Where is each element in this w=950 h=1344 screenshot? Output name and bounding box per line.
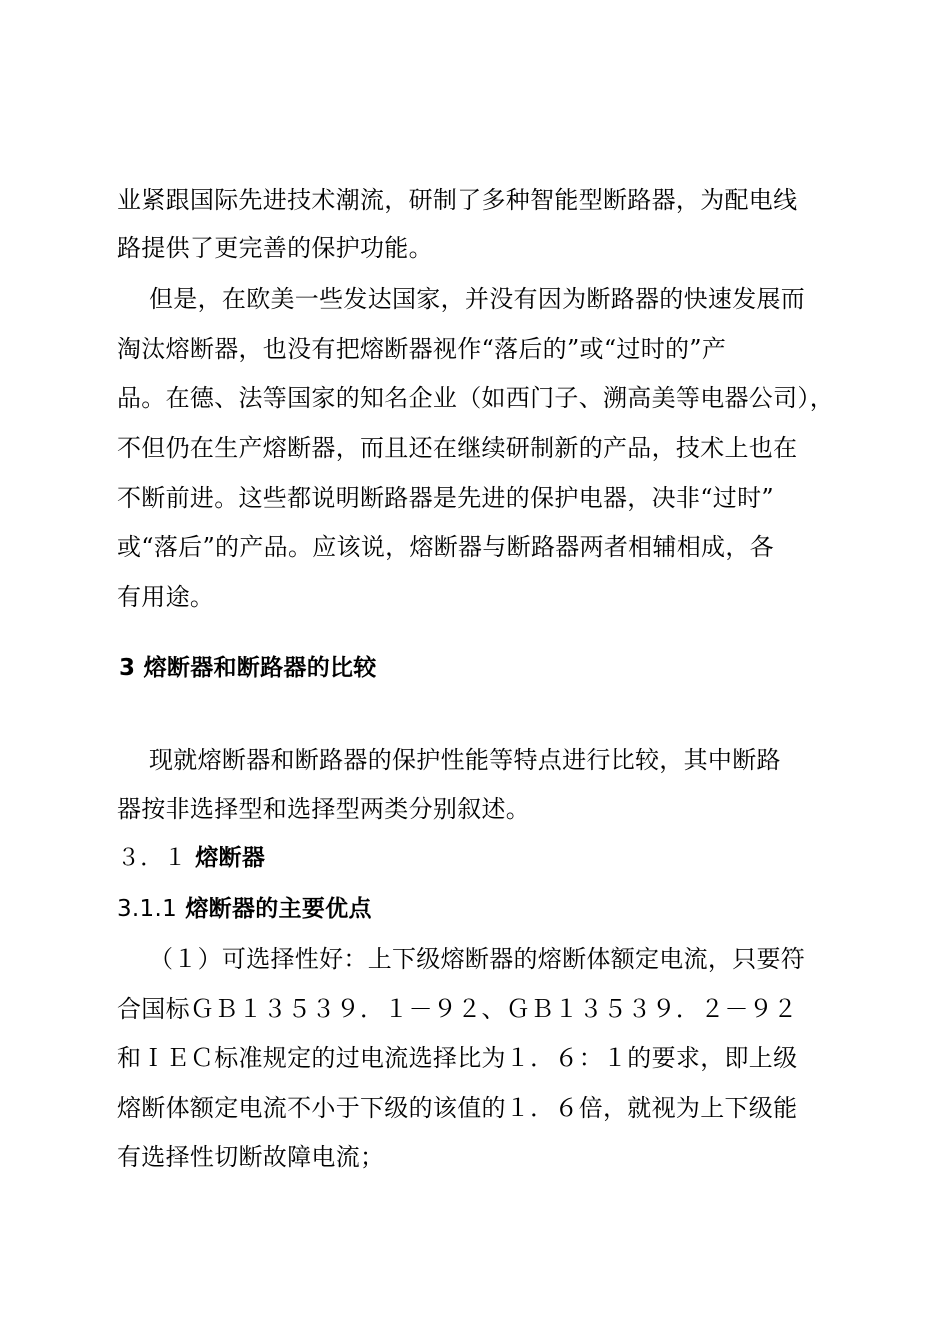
- paragraph-2-line-6: 或“落后”的产品。应该说，熔断器与断路器两者相辅相成，各: [117, 533, 774, 561]
- section-3-1-1-number: 3.1.1: [117, 896, 178, 922]
- paragraph-2-line-5: 不断前进。这些都说明断路器是先进的保护电器，决非“过时”: [117, 484, 774, 512]
- section-3-1-title: 熔断器: [195, 845, 266, 871]
- paragraph-4-line-1: （１）可选择性好：上下级熔断器的熔断体额定电流，只要符: [149, 945, 806, 973]
- paragraph-2-line-2: 淘汰熔断器，也没有把熔断器视作“落后的”或“过时的”产: [117, 335, 727, 363]
- paragraph-2-line-3: 品。在德、法等国家的知名企业（如西门子、溯高美等电器公司），: [117, 384, 834, 412]
- paragraph-2-line-7: 有用途。: [117, 583, 215, 611]
- section-3-1-heading: [117, 843, 265, 873]
- paragraph-2-line-4: 不但仍在生产熔断器，而且还在继续研制新的产品，技术上也在: [117, 434, 798, 462]
- paragraph-4-line-5: 有选择性切断故障电流；: [117, 1143, 385, 1171]
- section-3-heading: 3 熔断器和断路器的比较: [119, 655, 377, 681]
- paragraph-2-line-1: 但是，在欧美一些发达国家，并没有因为断路器的快速发展而: [149, 285, 806, 313]
- section-3-1-number: ３．１: [117, 845, 187, 871]
- paragraph-4-line-4: 熔断体额定电流不小于下级的该值的１．６倍，就视为上下级能: [117, 1094, 798, 1122]
- paragraph-1-line-1: 业紧跟国际先进技术潮流，研制了多种智能型断路器，为配电线: [117, 186, 798, 214]
- paragraph-3-line-2: 器按非选择型和选择型两类分别叙述。: [117, 795, 531, 823]
- paragraph-3-line-1: 现就熔断器和断路器的保护性能等特点进行比较，其中断路: [149, 746, 781, 774]
- section-3-1-1-heading: [117, 894, 372, 924]
- paragraph-1-line-2: 路提供了更完善的保护功能。: [117, 234, 433, 262]
- paragraph-4-line-2: 合国标ＧＢ１３５３９．１－９２、ＧＢ１３５３９．２－９２: [117, 995, 798, 1023]
- paragraph-4-line-3: 和ＩＥＣ标准规定的过电流选择比为１．６：１的要求，即上级: [117, 1044, 798, 1072]
- section-3-1-1-title: 熔断器的主要优点: [185, 896, 372, 922]
